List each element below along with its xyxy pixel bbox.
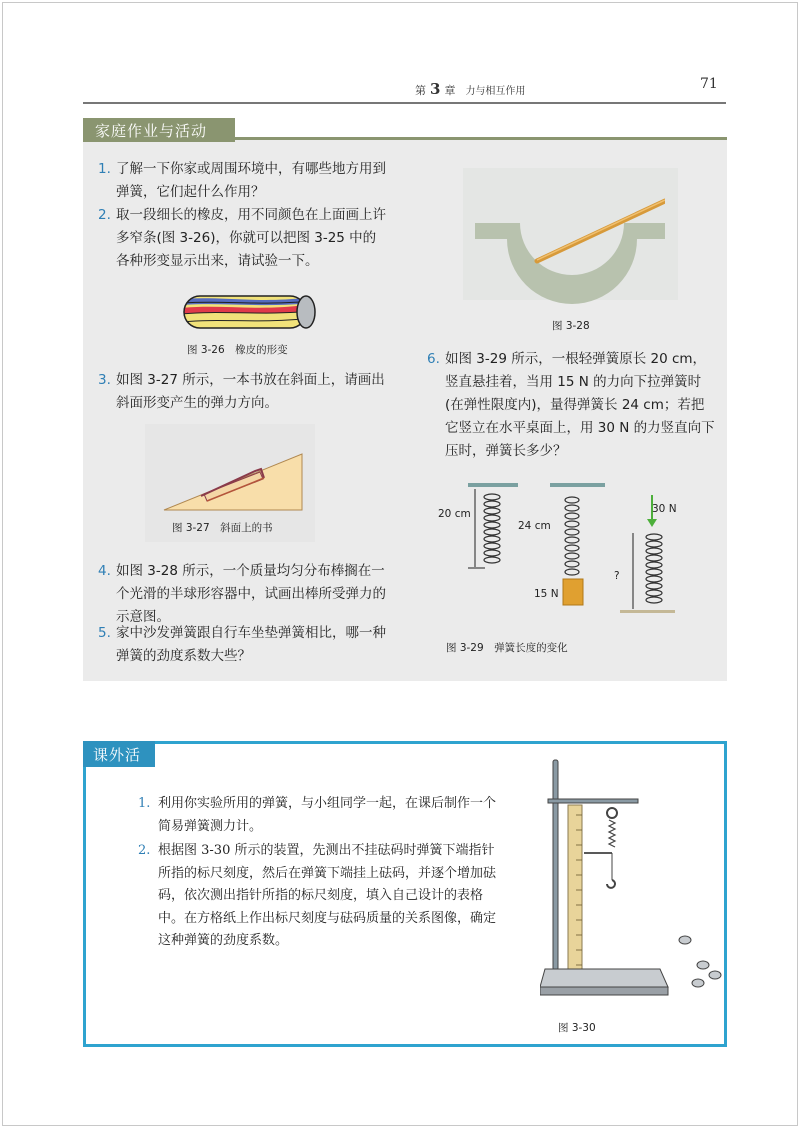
label-unknown-length: ? bbox=[614, 570, 620, 582]
question-5 bbox=[98, 622, 388, 668]
homework-title: 家庭作业与活动 bbox=[83, 118, 235, 142]
page-number: 71 bbox=[700, 76, 718, 92]
label-stretched-length: 24 cm bbox=[518, 520, 551, 532]
question-number: 3. bbox=[98, 372, 111, 388]
question-text: 了解一下你家或周围环境中，有哪些地方用到弹簧，它们起什么作用？ bbox=[116, 161, 386, 200]
figure-3-29-caption: 图 3-29 弹簧长度的变化 bbox=[446, 642, 568, 654]
activity-text: 利用你实验所用的弹簧，与小组同学一起，在课后制作一个简易弹簧测力计。 bbox=[158, 796, 497, 834]
activity-number: 2. bbox=[138, 843, 151, 858]
figure-3-28-caption: 图 3-28 bbox=[552, 320, 590, 332]
label-press-force: 30 N bbox=[652, 503, 677, 515]
chapter-title: 力与相互作用 bbox=[465, 86, 526, 97]
question-number: 5. bbox=[98, 625, 111, 641]
figure-3-27-incline-image bbox=[160, 452, 310, 512]
question-number: 1. bbox=[98, 161, 111, 177]
figure-3-28-bowl-image bbox=[475, 195, 665, 305]
figure-3-26-caption: 图 3-26 橡皮的形变 bbox=[187, 344, 288, 356]
label-original-length: 20 cm bbox=[438, 508, 471, 520]
figure-3-30-caption: 图 3-30 bbox=[558, 1022, 596, 1034]
header-rule bbox=[83, 102, 726, 104]
question-1 bbox=[98, 158, 388, 204]
extracurricular-title: 课外活动 bbox=[83, 741, 155, 767]
question-3 bbox=[98, 369, 388, 415]
question-text: 如图 3-29 所示，一根轻弹簧原长 20 cm，竖直悬挂着，当用 15 N 的力向下拉弹簧时(在弹性限度内)，量得弹簧长 24 cm；若把它竖立在水平桌面上，用 30 N 的力竖直向下压时，弹簧长多少？ bbox=[445, 351, 715, 459]
figure-3-26-rubber-image bbox=[182, 294, 322, 330]
chapter-suffix: 章 bbox=[444, 84, 456, 97]
figure-3-29-springs-image bbox=[430, 475, 690, 625]
question-text: 取一段细长的橡皮，用不同颜色在上面画上许多窄条(图 3-26)，你就可以把图 3-25 中的各种形变显示出来，请试验一下。 bbox=[116, 207, 386, 269]
question-number: 6. bbox=[427, 351, 440, 367]
chapter-number: 3 bbox=[430, 80, 441, 98]
question-text: 如图 3-27 所示，一本书放在斜面上，请画出斜面形变产生的弹力方向。 bbox=[116, 372, 385, 411]
question-text: 家中沙发弹簧跟自行车坐垫弹簧相比，哪一种弹簧的劲度系数大些？ bbox=[116, 625, 386, 664]
question-number: 4. bbox=[98, 563, 111, 579]
question-4 bbox=[98, 560, 388, 629]
chapter-prefix: 第 bbox=[415, 84, 426, 97]
activity-text: 根据图 3-30 所示的装置，先测出不挂砝码时弹簧下端指针所指的标尺刻度，然后在弹簧下端挂上砝码，并逐个增加砝码，依次测出指针所指的标尺刻度，填入自己设计的表格中。在方格纸上作出标尺刻度与砝码质量的关系图像，确定这种弹簧的劲度系数。 bbox=[158, 843, 497, 948]
activity-1 bbox=[138, 793, 498, 838]
question-text: 如图 3-28 所示，一个质量均匀分布棒搁在一个光滑的半球形容器中，试画出棒所受弹力的示意图。 bbox=[116, 563, 386, 625]
activity-number: 1. bbox=[138, 796, 151, 811]
question-number: 2. bbox=[98, 207, 111, 223]
figure-3-30-apparatus-image bbox=[540, 755, 725, 1015]
question-2 bbox=[98, 204, 388, 273]
figure-3-27-caption: 图 3-27 斜面上的书 bbox=[172, 522, 273, 534]
question-6 bbox=[427, 348, 717, 463]
running-head bbox=[415, 80, 525, 98]
label-weight: 15 N bbox=[534, 588, 559, 600]
activity-2 bbox=[138, 840, 498, 953]
